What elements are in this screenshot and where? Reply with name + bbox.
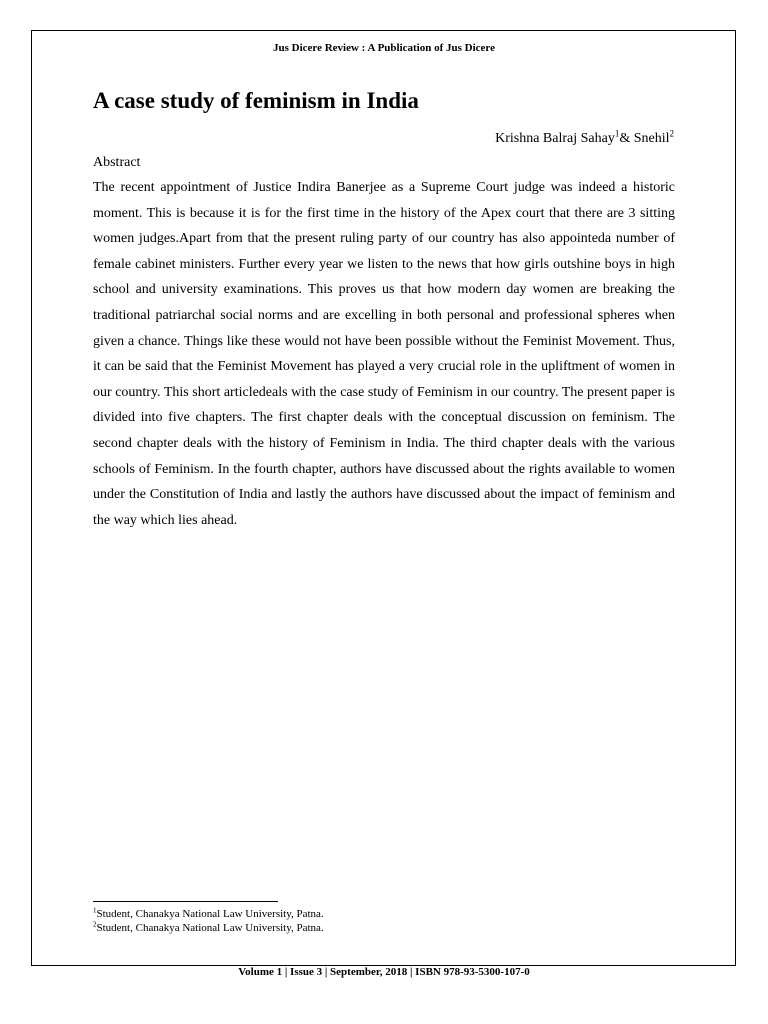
footnote-text: Student, Chanakya National Law University, Patna. [96,922,324,934]
footnote-marker[interactable]: 1 [614,128,620,139]
page-footer: Volume 1 | Issue 3 | September, 2018 | ISBN 978-93-5300-107-0 [238,966,530,978]
footnote-marker[interactable]: 2 [669,128,674,139]
footnotes [93,907,324,935]
running-header: Jus Dicere Review : A Publication of Jus Dicere [272,42,495,54]
footnote-number: 2 [93,920,97,929]
abstract-paragraph: The recent appointment of Justice Indira Banerjee as a Supreme Court judge was indeed a historic moment. This is because it is for the first time in the history of the Apex court that there are 3 sitting women judges.Apart from that the present ruling party of our country has also appointeda number of female cabinet ministers. Further every year we listen to the news that how girls outshine boys in high school and university examinations. This proves us that how modern day women are breaking the traditional patriarchal social norms and are excelling in both personal and professional spheres when given a chance. Things like these would not have been possible without the Feminist Movement. Thus, it can be said that the Feminist Movement has played a very crucial role in the upliftment of women in our country. This short articledeals with the case study of Feminism in our country. The present paper is divided into five chapters. The first chapter deals with the conceptual discussion on feminism. The second chapter deals with the history of Feminism in India. The third chapter deals with the various schools of Feminism. In the fourth chapter, authors have discussed about the rights available to women under the Constitution of India and lastly the authors have discussed about the impact of feminism and the way which lies ahead. [93,180,675,528]
author-separator: & [619,131,634,146]
footnote-text: Student, Chanakya National Law University, Patna. [96,908,324,920]
abstract-heading: Abstract [93,155,141,170]
author-name: Krishna Balraj Sahay [495,131,615,146]
footnote-item [93,921,324,935]
footnote-item [93,907,324,921]
author-line [495,130,674,148]
footnote-divider [93,901,278,902]
footnote-number: 1 [93,906,97,915]
article-title: A case study of feminism in India [93,88,419,113]
author-name: Snehil [633,131,670,146]
